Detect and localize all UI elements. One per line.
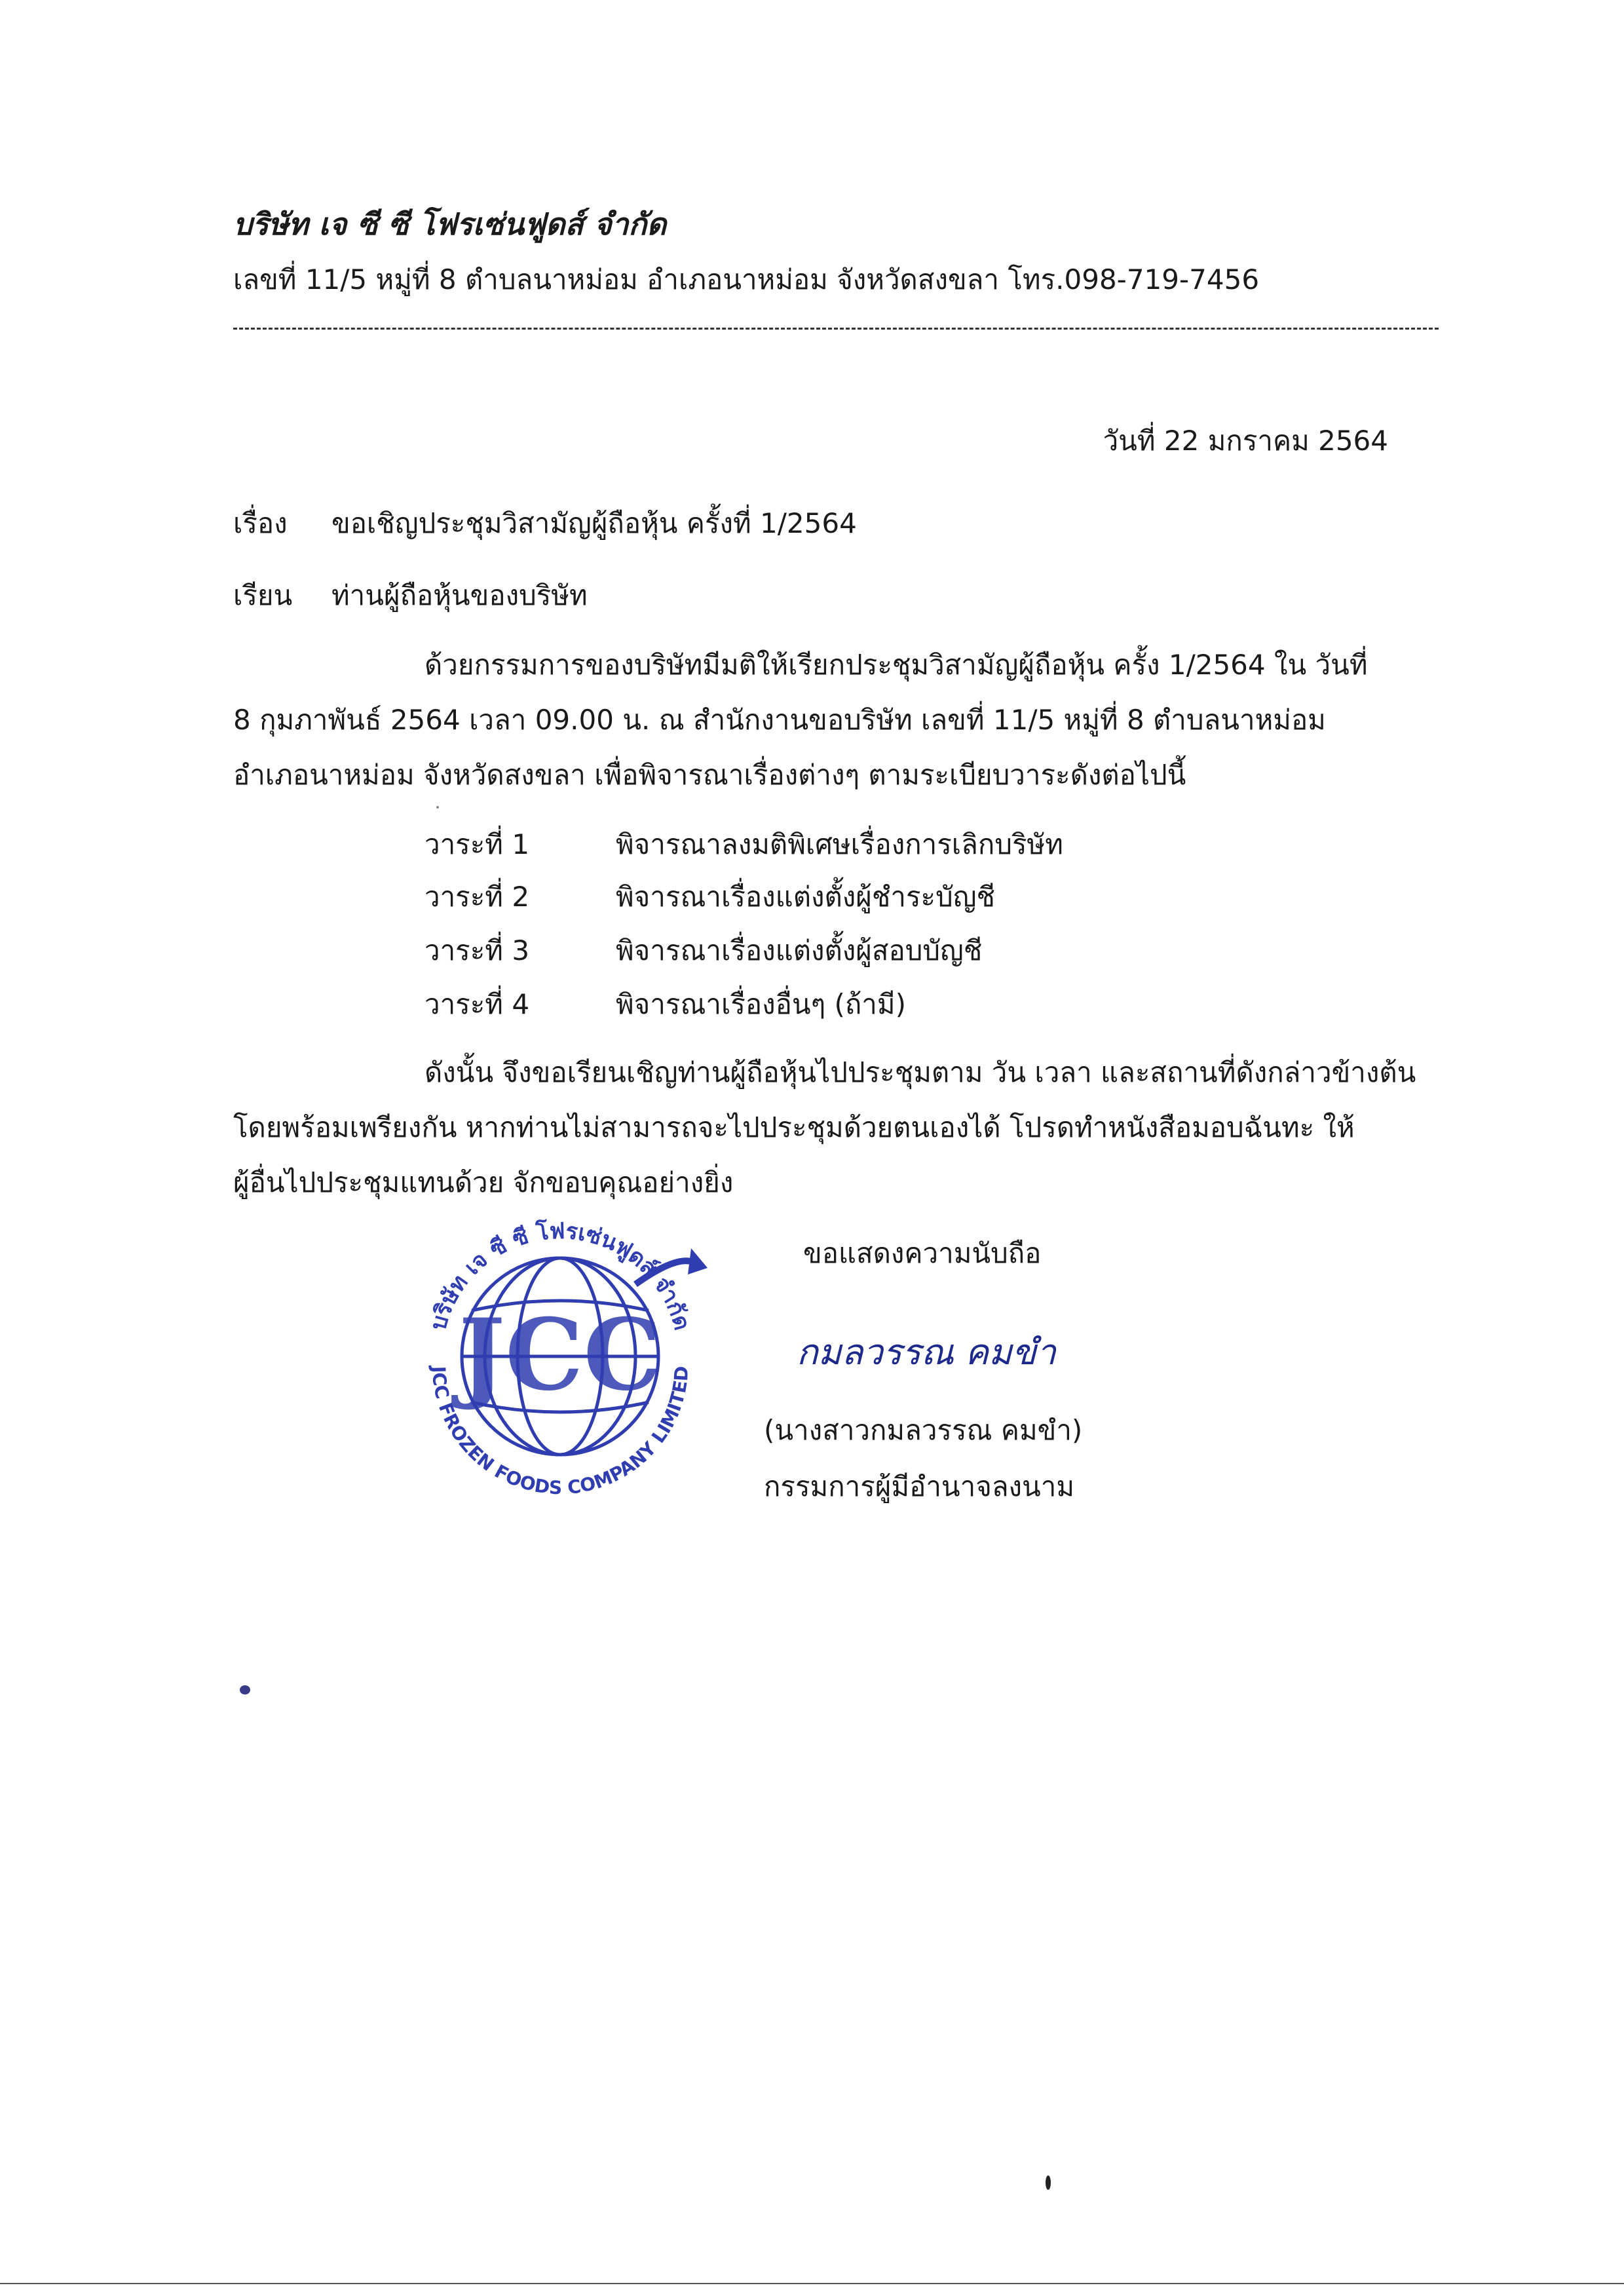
ink-speck xyxy=(1046,2175,1051,2190)
ink-speck xyxy=(240,1685,250,1694)
agenda-item-4-number: วาระที่ 4 xyxy=(425,988,530,1020)
agenda-item-1-text: พิจารณาลงมติพิเศษเรื่องการเลิกบริษัท xyxy=(616,828,1063,860)
intro-line-1: ด้วยกรรมการของบริษัทมีมติให้เรียกประชุมวิสามัญผู้ถือหุ้น ครั้ง 1/2564 ใน วันที่ xyxy=(425,649,1368,681)
closing-line-3: ผู้อื่นไปประชุมแทนด้วย จักขอบคุณอย่างยิ่ง xyxy=(233,1166,734,1198)
company-seal-stamp xyxy=(400,1193,721,1514)
header-divider xyxy=(233,328,1439,330)
signatory-position: กรรมการผู้มีอำนาจลงนาม xyxy=(764,1470,1075,1502)
recipient-label: เรียน xyxy=(233,579,293,611)
svg-text:บริษัท เจ ซี ซี โฟรเซ่นฟูดส์ จ: บริษัท เจ ซี ซี โฟรเซ่นฟูดส์ จำกัด xyxy=(425,1217,696,1333)
intro-line-3: อำเภอนาหม่อม จังหวัดสงขลา เพื่อพิจารณาเรื่องต่างๆ ตามระเบียบวาระดังต่อไปนี้ xyxy=(233,759,1186,791)
agenda-item-3-text: พิจารณาเรื่องแต่งตั้งผู้สอบบัญชี xyxy=(616,934,983,966)
svg-text:JCC FROZEN FOODS COMPANY LIMIT: JCC FROZEN FOODS COMPANY LIMITED xyxy=(427,1365,693,1499)
agenda-item-2-number: วาระที่ 2 xyxy=(425,881,530,913)
signatory-name: (นางสาวกมลวรรณ คมขำ) xyxy=(764,1414,1083,1446)
closing-line-1: ดังนั้น จึงขอเรียนเชิญท่านผู้ถือหุ้นไปประชุมตาม วัน เวลา และสถานที่ดังกล่าวข้างต้น xyxy=(425,1056,1416,1088)
closing-line-2: โดยพร้อมเพรียงกัน หากท่านไม่สามารถจะไปประชุมด้วยตนเองได้ โปรดทำหนังสือมอบฉันทะ ให้ xyxy=(233,1111,1355,1143)
recipient-text: ท่านผู้ถือหุ้นของบริษัท xyxy=(331,579,588,611)
agenda-item-2-text: พิจารณาเรื่องแต่งตั้งผู้ชำระบัญชี xyxy=(616,881,996,913)
svg-text:JCC: JCC xyxy=(459,1297,662,1413)
subject-text: ขอเชิญประชุมวิสามัญผู้ถือหุ้น ครั้งที่ 1/2564 xyxy=(331,507,857,539)
agenda-item-4-text: พิจารณาเรื่องอื่นๆ (ถ้ามี) xyxy=(616,988,906,1020)
salutation: ขอแสดงความนับถือ xyxy=(803,1237,1042,1269)
intro-line-2: 8 กุมภาพันธ์ 2564 เวลา 09.00 น. ณ สำนักงานขอบริษัท เลขที่ 11/5 หมู่ที่ 8 ตำบลนาหม่อม xyxy=(233,704,1326,736)
agenda-item-3-number: วาระที่ 3 xyxy=(425,934,530,966)
subject-label: เรื่อง xyxy=(233,507,288,539)
company-address: เลขที่ 11/5 หมู่ที่ 8 ตำบลนาหม่อม อำเภอนาหม่อม จังหวัดสงขลา โทร.098-719-7456 xyxy=(233,263,1260,296)
ink-speck xyxy=(436,806,439,809)
page-bottom-edge xyxy=(0,2283,1624,2284)
letter-date: วันที่ 22 มกราคม 2564 xyxy=(1103,425,1388,457)
globe-logo-icon xyxy=(400,1193,721,1514)
company-name: บริษัท เจ ซี ซี โฟรเซ่นฟูดส์ จำกัด xyxy=(233,206,667,242)
handwritten-signature: กมลวรรณ คมขำ xyxy=(797,1331,1056,1373)
agenda-item-1-number: วาระที่ 1 xyxy=(425,828,530,860)
